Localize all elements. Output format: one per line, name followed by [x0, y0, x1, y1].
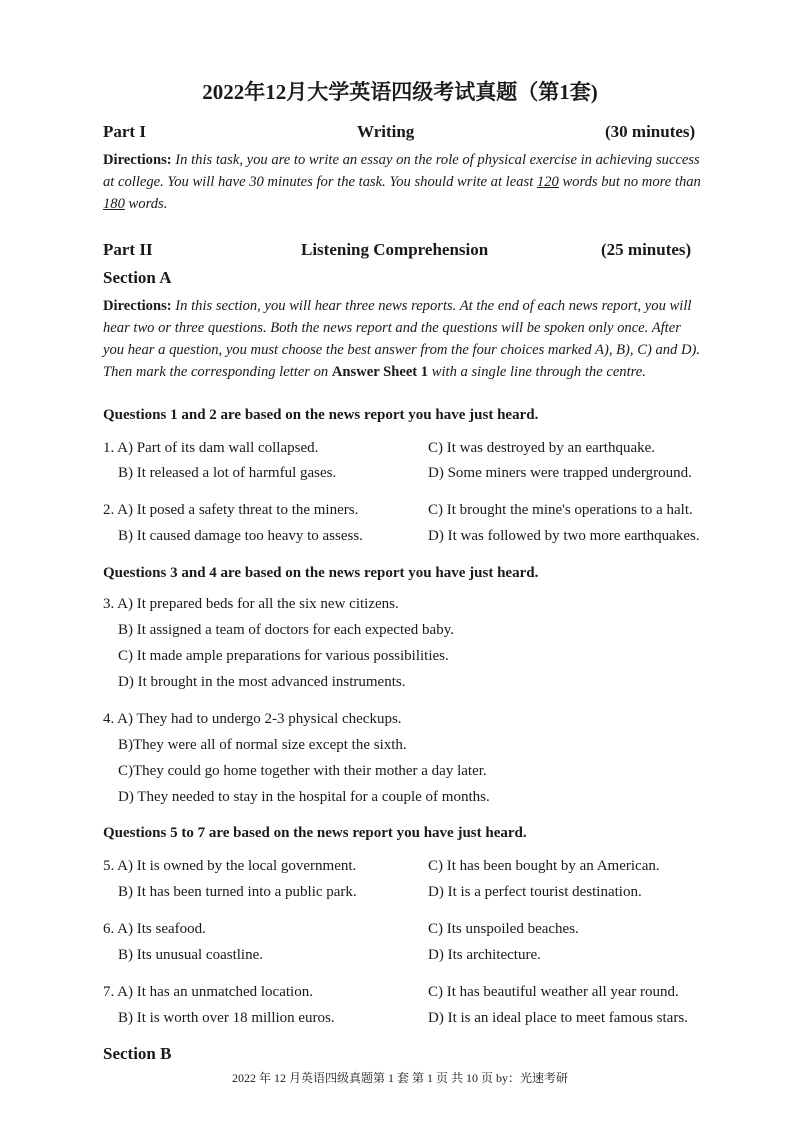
q7-option-c: C) It has beautiful weather all year round.: [428, 984, 679, 1000]
q1-option-a: 1. A) Part of its dam wall collapsed.: [103, 440, 319, 456]
part2-directions-text-a: In this section, you will hear three news reports. At the end of each news report, you will hear two or three questions. Both the news report and the questions will be spoken only once. After you hear a question, you must choose the best answer from the four choices marked A), B), C) and D). Then mark the corresponding letter on: [103, 298, 701, 380]
part1-directions-label: Directions:: [103, 152, 172, 168]
q2-option-b: B) It caused damage too heavy to assess.: [118, 528, 363, 544]
q2-option-c: C) It brought the mine's operations to a halt.: [428, 502, 693, 518]
part2-name: Listening Comprehension: [301, 240, 489, 259]
q3-option-d: D) It brought in the most advanced instruments.: [118, 674, 406, 690]
q7-option-a: 7. A) It has an unmatched location.: [103, 984, 313, 1000]
question-group-3-heading: Questions 5 to 7 are based on the news report you have just heard.: [103, 825, 527, 841]
part1-directions: [103, 149, 703, 215]
q1-option-c: C) It was destroyed by an earthquake.: [428, 440, 656, 456]
q4-option-d: D) They needed to stay in the hospital for a couple of months.: [118, 789, 490, 805]
q7-option-b: B) It is worth over 18 million euros.: [118, 1010, 335, 1026]
section-b-heading: Section B: [103, 1044, 172, 1063]
q3-option-b: B) It assigned a team of doctors for each expected baby.: [118, 622, 454, 638]
q7-option-d: D) It is an ideal place to meet famous stars.: [428, 1010, 688, 1026]
q6-option-a: 6. A) Its seafood.: [103, 921, 206, 937]
max-words: 180: [103, 196, 125, 212]
part1-name: Writing: [357, 122, 415, 141]
part1-directions-text-c: words.: [128, 196, 168, 212]
answer-sheet-label: Answer Sheet 1: [331, 364, 429, 380]
page-title: 2022年12月大学英语四级考试真题（第1套): [202, 80, 598, 104]
q6-option-b: B) Its unusual coastline.: [118, 947, 263, 963]
q5-option-d: D) It is a perfect tourist destination.: [428, 884, 642, 900]
part2-directions-text-b: with a single line through the centre.: [431, 364, 646, 380]
q1-option-d: D) Some miners were trapped underground.: [428, 465, 692, 481]
section-a-heading: Section A: [103, 268, 172, 287]
part2-label: Part II: [103, 240, 153, 259]
part1-directions-text-b: words but no more than: [562, 174, 701, 190]
part1-time: (30 minutes): [605, 122, 696, 141]
q4-option-b: B)They were all of normal size except the sixth.: [118, 737, 407, 753]
q6-option-d: D) Its architecture.: [428, 947, 541, 963]
q3-option-c: C) It made ample preparations for various possibilities.: [118, 648, 449, 664]
q2-option-a: 2. A) It posed a safety threat to the miners.: [103, 502, 359, 518]
part2-directions-label: Directions:: [103, 298, 172, 314]
q5-option-b: B) It has been turned into a public park.: [118, 884, 357, 900]
q4-option-c: C)They could go home together with their mother a day later.: [118, 763, 487, 779]
question-group-2-heading: Questions 3 and 4 are based on the news report you have just heard.: [103, 565, 539, 581]
part2-directions: [103, 295, 703, 383]
part2-time: (25 minutes): [601, 240, 692, 259]
q6-option-c: C) Its unspoiled beaches.: [428, 921, 579, 937]
q5-option-a: 5. A) It is owned by the local government.: [103, 858, 357, 874]
question-group-1-heading: Questions 1 and 2 are based on the news report you have just heard.: [103, 407, 539, 423]
q2-option-d: D) It was followed by two more earthquakes.: [428, 528, 700, 544]
page-footer: 2022 年 12 月英语四级真题第 1 套 第 1 页 共 10 页 by：光速考研: [231, 1071, 568, 1085]
q3-option-a: 3. A) It prepared beds for all the six new citizens.: [103, 596, 399, 612]
q4-option-a: 4. A) They had to undergo 2-3 physical checkups.: [103, 711, 402, 727]
min-words: 120: [536, 174, 559, 190]
q1-option-b: B) It released a lot of harmful gases.: [118, 465, 337, 481]
part1-label: Part I: [103, 122, 146, 141]
q5-option-c: C) It has been bought by an American.: [428, 858, 660, 874]
part1-directions-text-a: In this task, you are to write an essay on the role of physical exercise in achieving success at college. You will have 30 minutes for the task. You should write at least: [103, 152, 700, 190]
